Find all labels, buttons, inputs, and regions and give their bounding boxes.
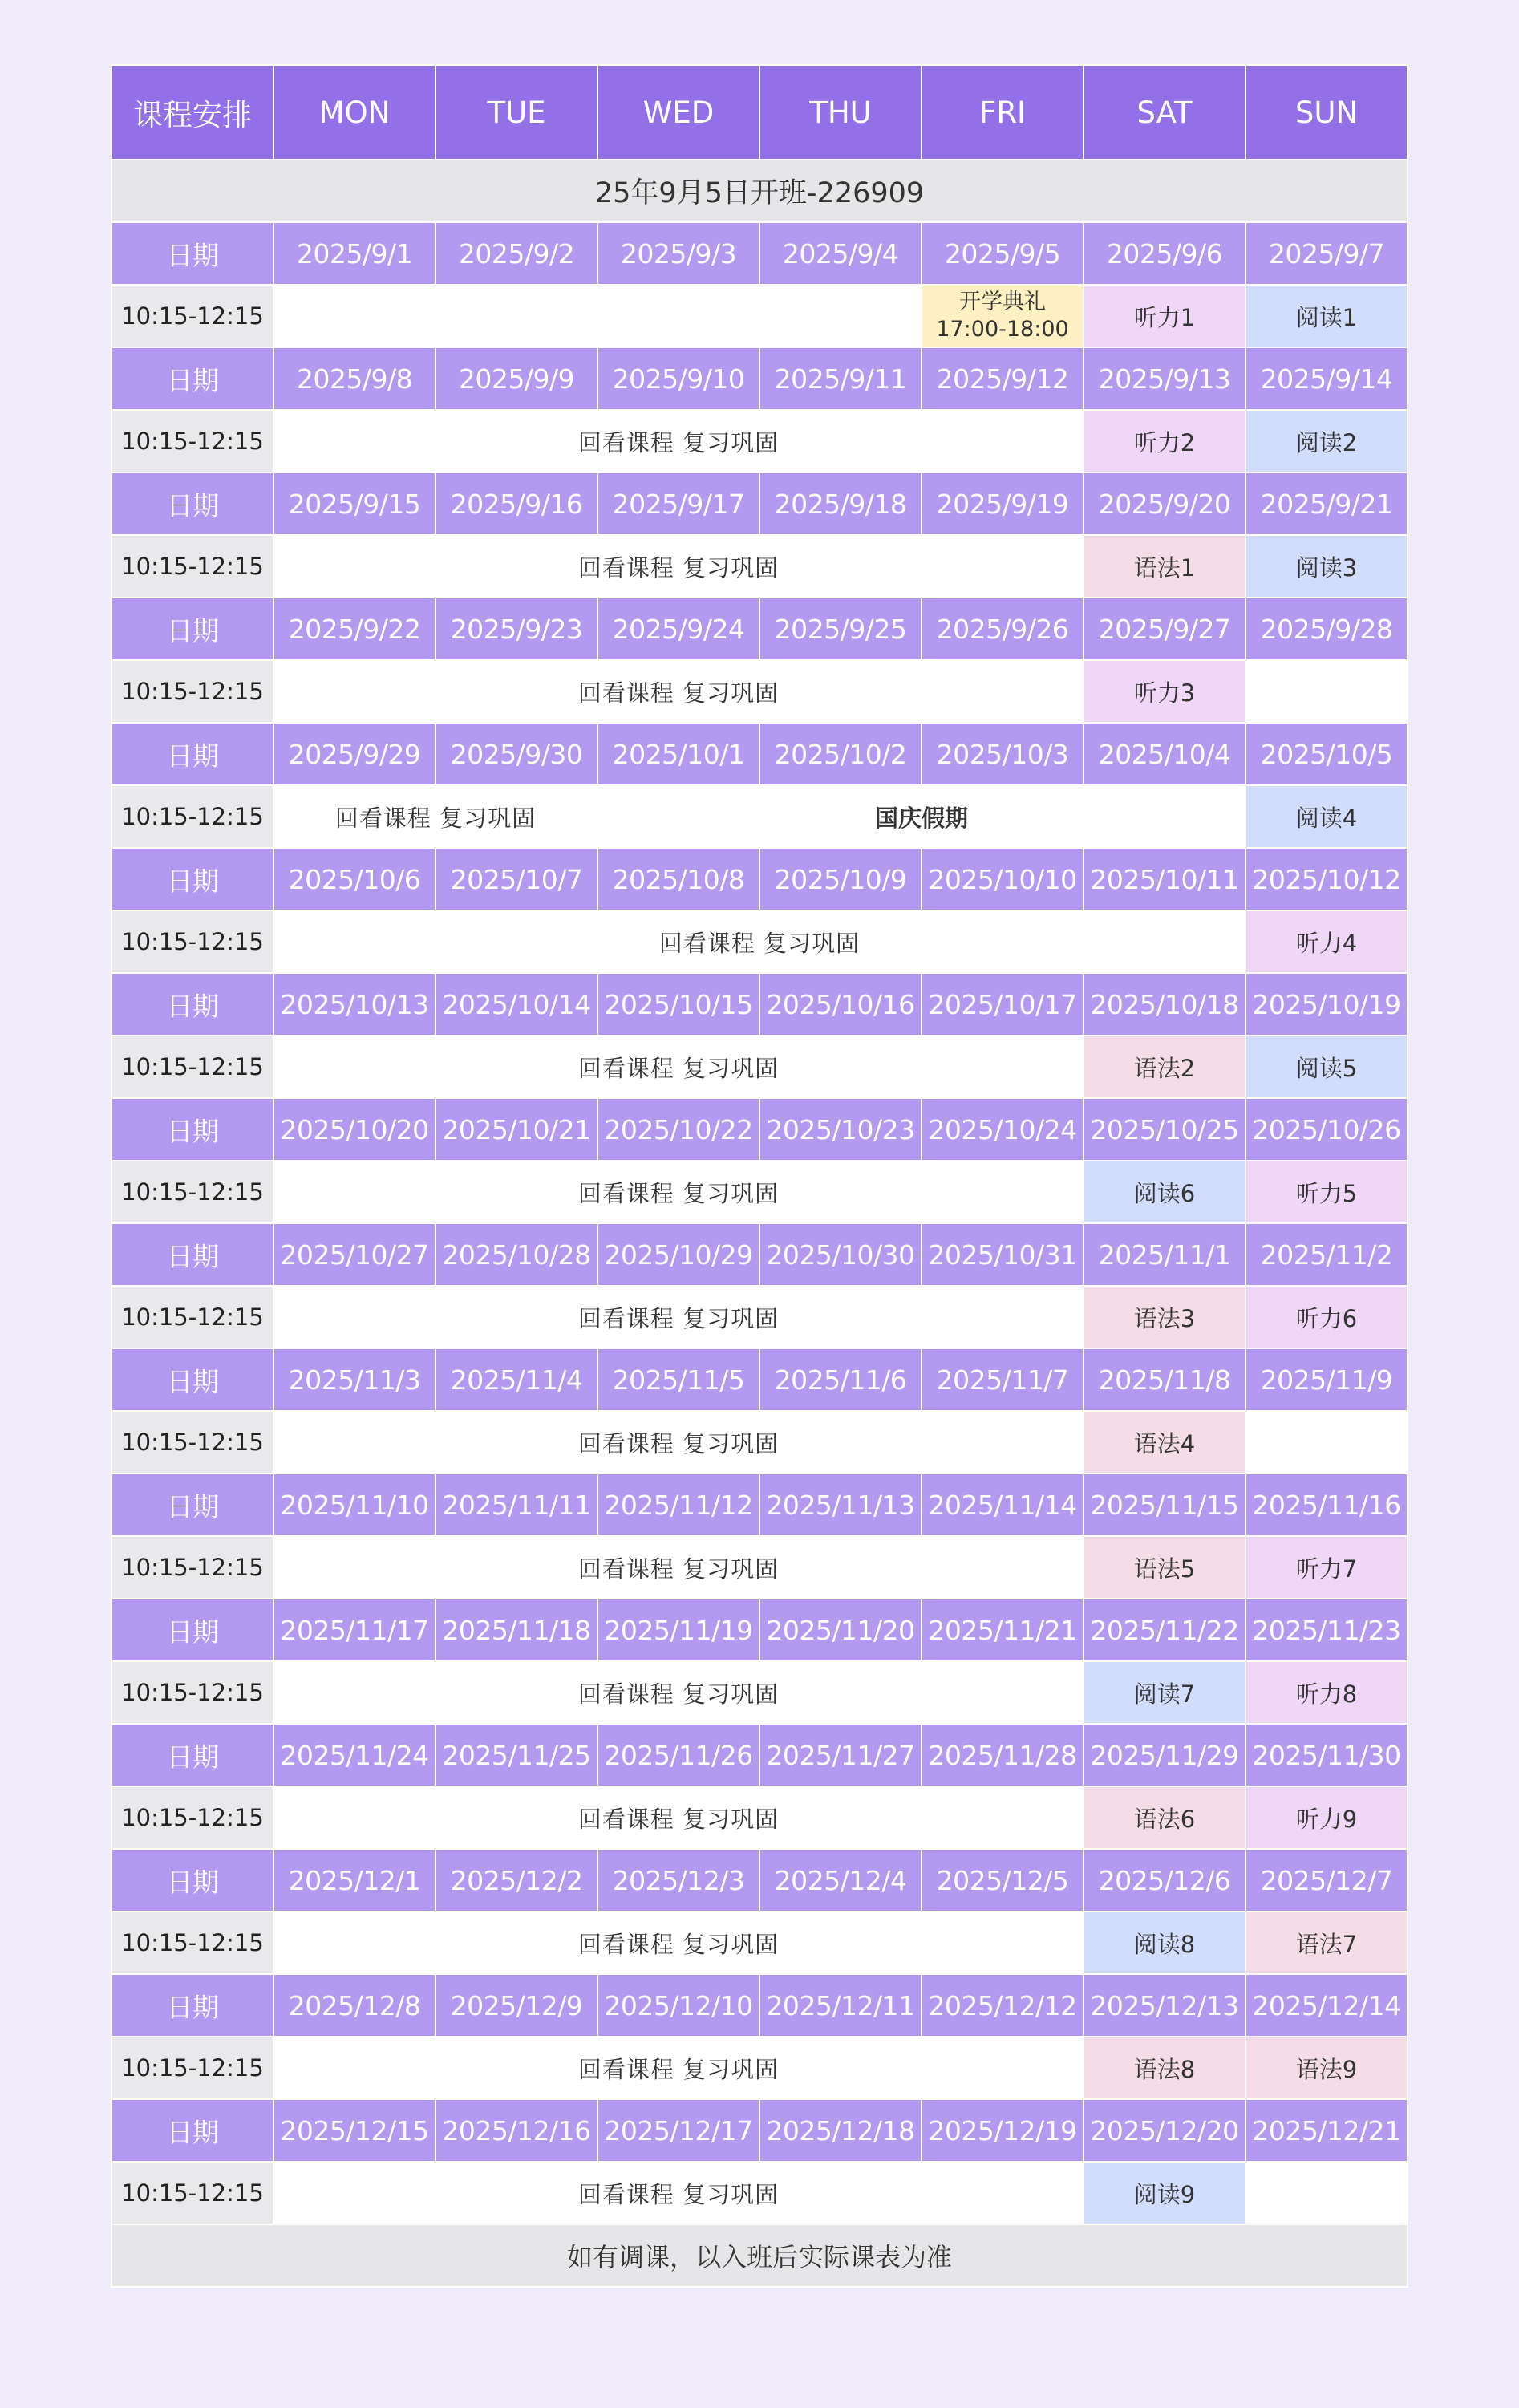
date-cell-thu: 2025/10/23 [760,1098,922,1161]
review-note: 回看课程 复习巩固 [273,1411,1084,1474]
date-cell-thu: 2025/12/11 [760,1974,922,2037]
date-label: 日期 [111,1474,273,1536]
review-note: 回看课程 复习巩固 [273,785,597,848]
week-date-row [111,347,1408,410]
week-date-row [111,2099,1408,2162]
date-label: 日期 [111,1348,273,1411]
date-cell-mon: 2025/12/15 [273,2099,435,2162]
date-cell-tue: 2025/10/28 [435,1223,597,1286]
date-cell-tue: 2025/11/4 [435,1348,597,1411]
date-label: 日期 [111,1849,273,1911]
ceremony-time: 17:00-18:00 [936,317,1069,342]
date-cell-fri: 2025/12/5 [922,1849,1084,1911]
review-note: 回看课程 复习巩固 [273,410,1084,472]
week-activity-row [111,1536,1408,1599]
date-cell-wed: 2025/11/5 [597,1348,760,1411]
week-date-row [111,1348,1408,1411]
date-cell-wed: 2025/12/17 [597,2099,760,2162]
date-cell-mon: 2025/10/27 [273,1223,435,1286]
date-cell-thu: 2025/11/20 [760,1599,922,1661]
date-cell-fri: 2025/10/24 [922,1098,1084,1161]
saturday-course: 听力1 [1084,285,1246,347]
week-activity-row [111,410,1408,472]
date-cell-mon: 2025/9/22 [273,598,435,660]
date-cell-thu: 2025/10/16 [760,973,922,1036]
date-cell-fri: 2025/10/31 [922,1223,1084,1286]
date-cell-thu: 2025/10/2 [760,723,922,785]
review-note: 回看课程 复习巩固 [273,1161,1084,1223]
week-date-row [111,1849,1408,1911]
date-cell-tue: 2025/11/11 [435,1474,597,1536]
week-activity-row [111,2162,1408,2224]
date-cell-sun: 2025/11/9 [1246,1348,1408,1411]
date-label: 日期 [111,1724,273,1786]
corner-label: 课程安排 [111,65,273,160]
date-cell-thu: 2025/11/13 [760,1474,922,1536]
saturday-course: 语法5 [1084,1536,1246,1599]
review-note: 回看课程 复习巩固 [273,535,1084,598]
date-cell-fri: 2025/10/17 [922,973,1084,1036]
date-cell-sun: 2025/12/7 [1246,1849,1408,1911]
review-note: 回看课程 复习巩固 [273,1536,1084,1599]
class-title: 25年9月5日开班-226909 [111,160,1408,222]
date-cell-sun: 2025/10/19 [1246,973,1408,1036]
sunday-course [1246,1411,1408,1474]
time-slot: 10:15-12:15 [111,2162,273,2224]
footer-row [111,2224,1408,2287]
date-cell-sun: 2025/9/28 [1246,598,1408,660]
date-cell-sat: 2025/12/20 [1084,2099,1246,2162]
week-activity-row [111,910,1408,973]
sunday-course: 阅读5 [1246,1036,1408,1098]
sunday-course: 阅读3 [1246,535,1408,598]
date-cell-sun: 2025/10/12 [1246,848,1408,910]
class-title-row [111,160,1408,222]
week-date-row [111,1724,1408,1786]
date-cell-thu: 2025/11/27 [760,1724,922,1786]
date-label: 日期 [111,347,273,410]
date-cell-fri: 2025/11/28 [922,1724,1084,1786]
date-cell-fri: 2025/10/3 [922,723,1084,785]
weekday-header-row [111,65,1408,160]
week-date-row [111,222,1408,285]
time-slot: 10:15-12:15 [111,1536,273,1599]
review-note: 回看课程 复习巩固 [273,1661,1084,1724]
sunday-course [1246,2162,1408,2224]
saturday-course: 阅读9 [1084,2162,1246,2224]
sunday-course: 语法7 [1246,1911,1408,1974]
week-activity-row [111,1286,1408,1348]
date-cell-tue: 2025/12/2 [435,1849,597,1911]
date-cell-wed: 2025/11/26 [597,1724,760,1786]
date-cell-fri: 2025/9/5 [922,222,1084,285]
date-cell-sat: 2025/10/25 [1084,1098,1246,1161]
date-cell-mon: 2025/10/20 [273,1098,435,1161]
date-cell-sun: 2025/12/14 [1246,1974,1408,2037]
time-slot: 10:15-12:15 [111,1786,273,1849]
date-cell-wed: 2025/11/19 [597,1599,760,1661]
time-slot: 10:15-12:15 [111,1411,273,1474]
date-cell-mon: 2025/9/8 [273,347,435,410]
saturday-course: 语法8 [1084,2037,1246,2099]
date-label: 日期 [111,598,273,660]
date-cell-mon: 2025/10/6 [273,848,435,910]
date-cell-sun: 2025/11/23 [1246,1599,1408,1661]
date-cell-thu: 2025/9/25 [760,598,922,660]
week-date-row [111,1098,1408,1161]
date-cell-sat: 2025/12/13 [1084,1974,1246,2037]
date-cell-mon: 2025/9/15 [273,472,435,535]
date-cell-fri: 2025/11/7 [922,1348,1084,1411]
date-cell-wed: 2025/10/15 [597,973,760,1036]
saturday-course: 语法1 [1084,535,1246,598]
sunday-course: 听力6 [1246,1286,1408,1348]
date-cell-sat: 2025/11/29 [1084,1724,1246,1786]
saturday-course: 听力3 [1084,660,1246,723]
date-cell-thu: 2025/9/18 [760,472,922,535]
date-cell-sat: 2025/9/20 [1084,472,1246,535]
week-activity-row [111,535,1408,598]
date-cell-tue: 2025/12/9 [435,1974,597,2037]
sunday-course: 阅读4 [1246,785,1408,848]
date-cell-tue: 2025/12/16 [435,2099,597,2162]
date-cell-mon: 2025/9/1 [273,222,435,285]
date-cell-tue: 2025/9/9 [435,347,597,410]
date-label: 日期 [111,848,273,910]
review-note: 回看课程 复习巩固 [273,2162,1084,2224]
review-note: 回看课程 复习巩固 [273,2037,1084,2099]
date-cell-tue: 2025/9/23 [435,598,597,660]
week-activity-row [111,1161,1408,1223]
date-cell-mon: 2025/10/13 [273,973,435,1036]
week-activity-row [111,1786,1408,1849]
saturday-course: 听力2 [1084,410,1246,472]
schedule-body [111,65,1408,2287]
date-cell-wed: 2025/11/12 [597,1474,760,1536]
day-header-thu: THU [760,65,922,160]
week-date-row [111,598,1408,660]
time-slot: 10:15-12:15 [111,1161,273,1223]
review-note: 回看课程 复习巩固 [273,1911,1084,1974]
date-cell-thu: 2025/10/9 [760,848,922,910]
date-cell-tue: 2025/11/25 [435,1724,597,1786]
day-header-sat: SAT [1084,65,1246,160]
date-cell-tue: 2025/9/16 [435,472,597,535]
week-date-row [111,1599,1408,1661]
week-activity-row [111,1661,1408,1724]
date-cell-fri: 2025/9/12 [922,347,1084,410]
holiday-note: 国庆假期 [597,785,1246,848]
saturday-course: 阅读7 [1084,1661,1246,1724]
week-date-row [111,1474,1408,1536]
sunday-course: 听力8 [1246,1661,1408,1724]
date-cell-tue: 2025/9/2 [435,222,597,285]
date-label: 日期 [111,973,273,1036]
date-label: 日期 [111,222,273,285]
date-cell-wed: 2025/10/8 [597,848,760,910]
date-cell-tue: 2025/9/30 [435,723,597,785]
date-cell-sat: 2025/11/8 [1084,1348,1246,1411]
date-cell-sun: 2025/11/2 [1246,1223,1408,1286]
time-slot: 10:15-12:15 [111,1036,273,1098]
date-cell-sat: 2025/9/13 [1084,347,1246,410]
date-cell-sat: 2025/10/18 [1084,973,1246,1036]
date-cell-mon: 2025/11/3 [273,1348,435,1411]
saturday-course: 语法3 [1084,1286,1246,1348]
day-header-wed: WED [597,65,760,160]
weekday-blank-cell [273,285,922,347]
week-date-row [111,1974,1408,2037]
date-cell-fri: 2025/9/26 [922,598,1084,660]
date-label: 日期 [111,1223,273,1286]
week-activity-row [111,1911,1408,1974]
week-activity-row [111,785,1408,848]
date-cell-sun: 2025/9/21 [1246,472,1408,535]
saturday-course: 语法4 [1084,1411,1246,1474]
date-cell-fri: 2025/12/12 [922,1974,1084,2037]
date-cell-sat: 2025/11/22 [1084,1599,1246,1661]
date-cell-sat: 2025/10/11 [1084,848,1246,910]
week-date-row [111,973,1408,1036]
date-cell-wed: 2025/9/10 [597,347,760,410]
date-cell-fri: 2025/10/10 [922,848,1084,910]
date-cell-sat: 2025/9/27 [1084,598,1246,660]
date-cell-tue: 2025/10/7 [435,848,597,910]
review-note: 回看课程 复习巩固 [273,910,1246,973]
date-cell-sun: 2025/10/5 [1246,723,1408,785]
date-cell-thu: 2025/9/11 [760,347,922,410]
date-cell-sat: 2025/12/6 [1084,1849,1246,1911]
date-cell-thu: 2025/12/4 [760,1849,922,1911]
review-note: 回看课程 复习巩固 [273,660,1084,723]
review-note: 回看课程 复习巩固 [273,1036,1084,1098]
date-cell-thu: 2025/10/30 [760,1223,922,1286]
week-activity-row [111,1411,1408,1474]
sunday-course: 听力4 [1246,910,1408,973]
date-cell-sun: 2025/12/21 [1246,2099,1408,2162]
date-cell-wed: 2025/12/10 [597,1974,760,2037]
date-label: 日期 [111,472,273,535]
date-cell-thu: 2025/9/4 [760,222,922,285]
time-slot: 10:15-12:15 [111,1911,273,1974]
date-label: 日期 [111,1974,273,2037]
date-cell-sun: 2025/11/30 [1246,1724,1408,1786]
date-cell-mon: 2025/12/8 [273,1974,435,2037]
week-activity-row [111,285,1408,347]
time-slot: 10:15-12:15 [111,785,273,848]
date-cell-mon: 2025/11/17 [273,1599,435,1661]
review-note: 回看课程 复习巩固 [273,1786,1084,1849]
date-cell-tue: 2025/10/14 [435,973,597,1036]
date-cell-fri: 2025/11/14 [922,1474,1084,1536]
time-slot: 10:15-12:15 [111,535,273,598]
week-date-row [111,723,1408,785]
time-slot: 10:15-12:15 [111,1286,273,1348]
date-label: 日期 [111,723,273,785]
footer-note: 如有调课，以入班后实际课表为准 [111,2224,1408,2287]
time-slot: 10:15-12:15 [111,660,273,723]
time-slot: 10:15-12:15 [111,285,273,347]
date-cell-fri: 2025/12/19 [922,2099,1084,2162]
date-label: 日期 [111,2099,273,2162]
week-date-row [111,1223,1408,1286]
time-slot: 10:15-12:15 [111,410,273,472]
date-cell-mon: 2025/9/29 [273,723,435,785]
course-schedule-table [111,64,1408,2288]
date-cell-fri: 2025/11/21 [922,1599,1084,1661]
date-cell-thu: 2025/12/18 [760,2099,922,2162]
date-cell-sat: 2025/11/1 [1084,1223,1246,1286]
day-header-fri: FRI [922,65,1084,160]
sunday-course [1246,660,1408,723]
date-cell-mon: 2025/12/1 [273,1849,435,1911]
date-cell-sun: 2025/10/26 [1246,1098,1408,1161]
date-cell-wed: 2025/10/22 [597,1098,760,1161]
saturday-course: 语法2 [1084,1036,1246,1098]
week-date-row [111,472,1408,535]
review-note: 回看课程 复习巩固 [273,1286,1084,1348]
saturday-course: 语法6 [1084,1786,1246,1849]
date-cell-wed: 2025/9/24 [597,598,760,660]
date-cell-wed: 2025/10/1 [597,723,760,785]
time-slot: 10:15-12:15 [111,910,273,973]
saturday-course: 阅读6 [1084,1161,1246,1223]
sunday-course: 听力9 [1246,1786,1408,1849]
day-header-sun: SUN [1246,65,1408,160]
sunday-course: 语法9 [1246,2037,1408,2099]
date-cell-thu: 2025/11/6 [760,1348,922,1411]
date-cell-mon: 2025/11/10 [273,1474,435,1536]
date-cell-sat: 2025/9/6 [1084,222,1246,285]
day-header-mon: MON [273,65,435,160]
date-cell-tue: 2025/11/18 [435,1599,597,1661]
day-header-tue: TUE [435,65,597,160]
ceremony-cell [922,285,1084,347]
sunday-course: 听力5 [1246,1161,1408,1223]
date-cell-sun: 2025/9/7 [1246,222,1408,285]
ceremony-title: 开学典礼 [959,290,1046,314]
date-label: 日期 [111,1098,273,1161]
date-cell-wed: 2025/9/3 [597,222,760,285]
date-cell-sun: 2025/11/16 [1246,1474,1408,1536]
date-cell-wed: 2025/9/17 [597,472,760,535]
date-cell-wed: 2025/10/29 [597,1223,760,1286]
saturday-course: 阅读8 [1084,1911,1246,1974]
week-date-row [111,848,1408,910]
date-cell-wed: 2025/12/3 [597,1849,760,1911]
week-activity-row [111,660,1408,723]
date-cell-tue: 2025/10/21 [435,1098,597,1161]
time-slot: 10:15-12:15 [111,2037,273,2099]
sunday-course: 阅读1 [1246,285,1408,347]
date-cell-mon: 2025/11/24 [273,1724,435,1786]
sunday-course: 阅读2 [1246,410,1408,472]
sunday-course: 听力7 [1246,1536,1408,1599]
time-slot: 10:15-12:15 [111,1661,273,1724]
date-cell-sun: 2025/9/14 [1246,347,1408,410]
date-cell-sat: 2025/11/15 [1084,1474,1246,1536]
date-label: 日期 [111,1599,273,1661]
date-cell-fri: 2025/9/19 [922,472,1084,535]
week-activity-row [111,1036,1408,1098]
week-activity-row [111,2037,1408,2099]
date-cell-sat: 2025/10/4 [1084,723,1246,785]
